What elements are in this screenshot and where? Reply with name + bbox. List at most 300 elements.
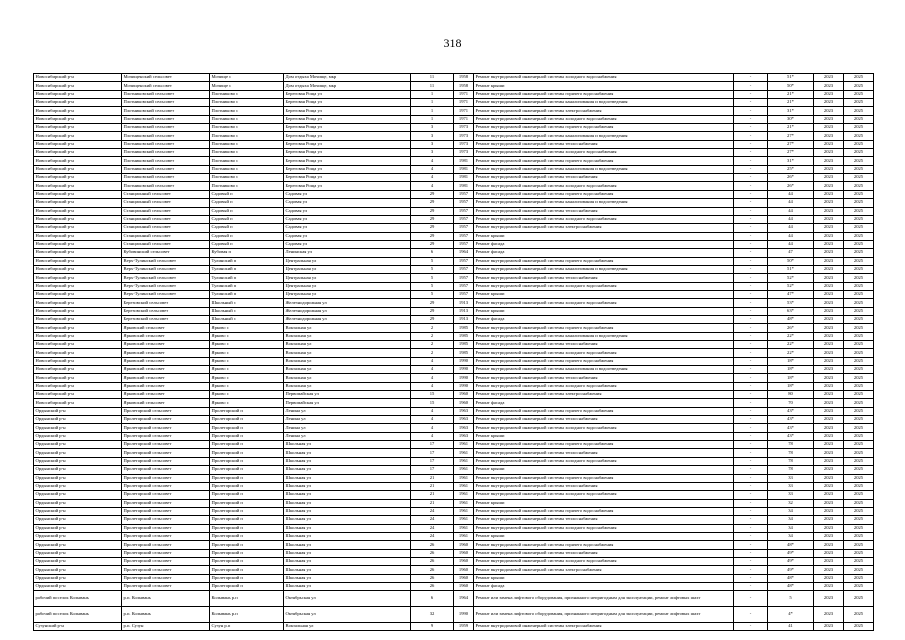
table-row xyxy=(34,90,874,98)
locality-cell: Пролетарский п xyxy=(210,482,284,490)
year-to-cell: 2025 xyxy=(844,507,874,515)
amount-cell: 48* xyxy=(768,582,814,590)
locality-cell: Колывань р.п xyxy=(210,607,284,623)
locality-cell: Плотниково с xyxy=(210,124,284,132)
settlement-cell: Ярковский сельсовет xyxy=(122,324,210,332)
work-type-cell: Ремонт внутридомовой инженерной системы электроснабжения xyxy=(474,622,734,630)
table-row xyxy=(34,240,874,248)
table-row xyxy=(34,115,874,123)
amount-cell: 33 xyxy=(768,482,814,490)
year-to-cell: 2025 xyxy=(844,207,874,215)
year-to-cell: 2025 xyxy=(844,482,874,490)
house-number-cell: 29 xyxy=(411,299,454,307)
table-row xyxy=(34,99,874,107)
table-row xyxy=(34,541,874,549)
table-row xyxy=(34,307,874,315)
locality-cell: Тулинский п xyxy=(210,274,284,282)
work-type-cell: Ремонт внутридомовой инженерной системы холодного водоснабжения xyxy=(474,457,734,465)
street-cell: Вокзалная ул xyxy=(284,374,411,382)
amount-cell: 50* xyxy=(768,82,814,90)
settlement-cell: Плотниковский сельсовет xyxy=(122,149,210,157)
dash-cell: - xyxy=(734,290,768,298)
year-built-cell: 1985 xyxy=(454,324,474,332)
street-cell: Вокзалная ул xyxy=(284,332,411,340)
year-built-cell: 1961 xyxy=(454,524,474,532)
year-built-cell: 1957 xyxy=(454,290,474,298)
year-from-cell: 2023 xyxy=(814,382,844,390)
house-number-cell: 6 xyxy=(411,249,454,257)
table-row xyxy=(34,349,874,357)
work-type-cell: Ремонт крыши xyxy=(474,432,734,440)
amount-cell: 44 xyxy=(768,232,814,240)
year-to-cell: 2025 xyxy=(844,399,874,407)
locality-cell: Пролетарский п xyxy=(210,549,284,557)
house-number-cell: 6 xyxy=(411,591,454,607)
settlement-cell: Верх-Тулинский сельсовет xyxy=(122,274,210,282)
amount-cell: 44 xyxy=(768,199,814,207)
district-cell: Новосибирский р-н xyxy=(34,399,122,407)
locality-cell: Пролетарский п xyxy=(210,449,284,457)
district-cell: рабочий поселок Колывань xyxy=(34,607,122,623)
year-built-cell: 1959 xyxy=(454,622,474,630)
year-to-cell: 2025 xyxy=(844,457,874,465)
house-number-cell: 1 xyxy=(411,107,454,115)
district-cell: Новосибирский р-н xyxy=(34,224,122,232)
locality-cell: Ярково с xyxy=(210,324,284,332)
dash-cell: - xyxy=(734,324,768,332)
district-cell: Ордынский р-н xyxy=(34,441,122,449)
year-built-cell: 1957 xyxy=(454,240,474,248)
table-row xyxy=(34,441,874,449)
street-cell: Вокзальная ул xyxy=(284,622,411,630)
year-from-cell: 2023 xyxy=(814,165,844,173)
year-to-cell: 2025 xyxy=(844,332,874,340)
amount-cell: 26* xyxy=(768,174,814,182)
street-cell: Вокзалная ул xyxy=(284,366,411,374)
year-built-cell: 1963 xyxy=(454,416,474,424)
amount-cell: 51* xyxy=(768,265,814,273)
year-from-cell: 2023 xyxy=(814,199,844,207)
year-built-cell: 1961 xyxy=(454,466,474,474)
dash-cell: - xyxy=(734,432,768,440)
year-built-cell: 1990 xyxy=(454,607,474,623)
year-to-cell: 2025 xyxy=(844,516,874,524)
amount-cell: 78 xyxy=(768,449,814,457)
year-from-cell: 2023 xyxy=(814,622,844,630)
settlement-cell: Пролетарский сельсовет xyxy=(122,524,210,532)
work-type-cell: Ремонт фасада xyxy=(474,315,734,323)
street-cell: Садовая ул xyxy=(284,224,411,232)
amount-cell: 31* xyxy=(768,107,814,115)
table-row xyxy=(34,299,874,307)
work-type-cell: Ремонт крыши xyxy=(474,499,734,507)
year-to-cell: 2025 xyxy=(844,382,874,390)
work-type-cell: Ремонт внутридомовой инженерной системы теплоснабжения xyxy=(474,274,734,282)
amount-cell: 47* xyxy=(768,290,814,298)
year-from-cell: 2023 xyxy=(814,215,844,223)
year-from-cell: 2023 xyxy=(814,207,844,215)
district-cell: Новосибирский р-н xyxy=(34,182,122,190)
street-cell: Школьная ул xyxy=(284,457,411,465)
work-type-cell: Ремонт крыши xyxy=(474,290,734,298)
year-from-cell: 2023 xyxy=(814,99,844,107)
year-from-cell: 2023 xyxy=(814,441,844,449)
year-from-cell: 2023 xyxy=(814,332,844,340)
settlement-cell: Плотниковский сельсовет xyxy=(122,165,210,173)
year-built-cell: 1957 xyxy=(454,207,474,215)
year-to-cell: 2025 xyxy=(844,324,874,332)
house-number-cell: 26 xyxy=(411,582,454,590)
street-cell: Школьная ул xyxy=(284,466,411,474)
street-cell: Школьная ул xyxy=(284,507,411,515)
locality-cell: Пролетарский п xyxy=(210,499,284,507)
table-row xyxy=(34,282,874,290)
work-type-cell: Ремонт внутридомовой инженерной системы теплоснабжения xyxy=(474,516,734,524)
work-type-cell: Ремонт внутридомовой инженерной системы теплоснабжения xyxy=(474,449,734,457)
dash-cell: - xyxy=(734,466,768,474)
street-cell: Школьная ул xyxy=(284,574,411,582)
street-cell: Школьная ул xyxy=(284,549,411,557)
year-to-cell: 2025 xyxy=(844,449,874,457)
district-cell: Ордынский р-н xyxy=(34,582,122,590)
work-type-cell: Ремонт крыши xyxy=(474,532,734,540)
house-number-cell: 21 xyxy=(411,499,454,507)
street-cell: Ленина ул xyxy=(284,416,411,424)
amount-cell: 27* xyxy=(768,149,814,157)
work-type-cell: Ремонт крыши xyxy=(474,466,734,474)
year-to-cell: 2025 xyxy=(844,157,874,165)
house-number-cell: 3 xyxy=(411,140,454,148)
dash-cell: - xyxy=(734,457,768,465)
amount-cell: 70 xyxy=(768,399,814,407)
district-cell: Сузунский р-н xyxy=(34,622,122,630)
year-built-cell: 1961 xyxy=(454,491,474,499)
district-cell: Ордынский р-н xyxy=(34,566,122,574)
year-to-cell: 2025 xyxy=(844,499,874,507)
settlement-cell: Ярковский сельсовет xyxy=(122,332,210,340)
dash-cell: - xyxy=(734,307,768,315)
street-cell: Садовая ул xyxy=(284,240,411,248)
table-row xyxy=(34,591,874,607)
street-cell: Дом отдыха Мочище, мкр xyxy=(284,74,411,82)
table-row xyxy=(34,474,874,482)
work-type-cell: Ремонт внутридомовой инженерной системы холодного водоснабжения xyxy=(474,215,734,223)
work-type-cell: Ремонт внутридомовой инженерной системы горячего водоснабжения xyxy=(474,441,734,449)
house-number-cell: 21 xyxy=(411,482,454,490)
year-to-cell: 2025 xyxy=(844,90,874,98)
amount-cell: 34 xyxy=(768,516,814,524)
year-built-cell: 1964 xyxy=(454,591,474,607)
year-from-cell: 2023 xyxy=(814,466,844,474)
locality-cell: Тулинский п xyxy=(210,282,284,290)
amount-cell: 44 xyxy=(768,207,814,215)
district-cell: Новосибирский р-н xyxy=(34,349,122,357)
house-number-cell: 1 xyxy=(411,99,454,107)
year-to-cell: 2025 xyxy=(844,107,874,115)
year-to-cell: 2025 xyxy=(844,224,874,232)
locality-cell: Ярково с xyxy=(210,341,284,349)
year-built-cell: 1960 xyxy=(454,541,474,549)
work-type-cell: Ремонт внутридомовой инженерной системы горячего водоснабжения xyxy=(474,357,734,365)
year-built-cell: 1957 xyxy=(454,215,474,223)
year-from-cell: 2023 xyxy=(814,249,844,257)
year-to-cell: 2025 xyxy=(844,341,874,349)
locality-cell: Школьный с xyxy=(210,299,284,307)
locality-cell: Тулинский п xyxy=(210,257,284,265)
settlement-cell: Станционный сельсовет xyxy=(122,215,210,223)
dash-cell: - xyxy=(734,491,768,499)
locality-cell: Плотниково с xyxy=(210,132,284,140)
district-cell: Ордынский р-н xyxy=(34,557,122,565)
house-number-cell: 17 xyxy=(411,441,454,449)
table-row xyxy=(34,482,874,490)
house-number-cell: 9 xyxy=(411,622,454,630)
work-type-cell: Ремонт фасада xyxy=(474,582,734,590)
table-row xyxy=(34,157,874,165)
year-built-cell: 1985 xyxy=(454,349,474,357)
house-number-cell: 4 xyxy=(411,407,454,415)
work-type-cell: Ремонт фасада xyxy=(474,240,734,248)
dash-cell: - xyxy=(734,524,768,532)
work-type-cell: Ремонт внутридомовой инженерной системы теплоснабжения xyxy=(474,140,734,148)
district-cell: Ордынский р-н xyxy=(34,541,122,549)
table-row xyxy=(34,491,874,499)
table-row xyxy=(34,549,874,557)
house-number-cell: 1 xyxy=(411,115,454,123)
table-row xyxy=(34,265,874,273)
house-number-cell: 4 xyxy=(411,165,454,173)
district-cell: Новосибирский р-н xyxy=(34,199,122,207)
amount-cell: 31* xyxy=(768,157,814,165)
year-from-cell: 2023 xyxy=(814,566,844,574)
dash-cell: - xyxy=(734,140,768,148)
amount-cell: 33 xyxy=(768,474,814,482)
dash-cell: - xyxy=(734,215,768,223)
settlement-cell: Пролетарский сельсовет xyxy=(122,541,210,549)
house-number-cell: 4 xyxy=(411,432,454,440)
district-cell: рабочий поселок Колывань xyxy=(34,591,122,607)
year-built-cell: 1971 xyxy=(454,99,474,107)
work-type-cell: Ремонт крыши xyxy=(474,232,734,240)
district-cell: Новосибирский р-н xyxy=(34,366,122,374)
settlement-cell: Пролетарский сельсовет xyxy=(122,416,210,424)
table-row xyxy=(34,566,874,574)
year-from-cell: 2023 xyxy=(814,232,844,240)
district-cell: Новосибирский р-н xyxy=(34,82,122,90)
dash-cell: - xyxy=(734,622,768,630)
locality-cell: Плотниково с xyxy=(210,99,284,107)
amount-cell: 26* xyxy=(768,182,814,190)
district-cell: Новосибирский р-н xyxy=(34,165,122,173)
house-number-cell: 26 xyxy=(411,566,454,574)
house-number-cell: 26 xyxy=(411,541,454,549)
settlement-cell: Станционный сельсовет xyxy=(122,240,210,248)
year-built-cell: 1957 xyxy=(454,274,474,282)
street-cell: Садовая ул xyxy=(284,232,411,240)
dash-cell: - xyxy=(734,399,768,407)
locality-cell: Сузун р.п xyxy=(210,622,284,630)
street-cell: Школьная ул xyxy=(284,582,411,590)
district-cell: Ордынский р-н xyxy=(34,482,122,490)
settlement-cell: Пролетарский сельсовет xyxy=(122,466,210,474)
street-cell: Вокзалная ул xyxy=(284,382,411,390)
work-type-cell: Ремонт внутридомовой инженерной системы холодного водоснабжения xyxy=(474,524,734,532)
amount-cell: 43* xyxy=(768,432,814,440)
table-row xyxy=(34,407,874,415)
year-built-cell: 1957 xyxy=(454,199,474,207)
house-number-cell: 4 xyxy=(411,157,454,165)
settlement-cell: Ярковский сельсовет xyxy=(122,357,210,365)
amount-cell: 32 xyxy=(768,499,814,507)
table-row xyxy=(34,449,874,457)
dash-cell: - xyxy=(734,249,768,257)
year-to-cell: 2025 xyxy=(844,549,874,557)
settlement-cell: Ярковский сельсовет xyxy=(122,341,210,349)
work-type-cell: Ремонт внутридомовой инженерной системы холодного водоснабжения xyxy=(474,115,734,123)
year-built-cell: 1981 xyxy=(454,182,474,190)
work-type-cell: Ремонт внутридомовой инженерной системы холодного водоснабжения xyxy=(474,74,734,82)
year-from-cell: 2023 xyxy=(814,541,844,549)
amount-cell: 22* xyxy=(768,349,814,357)
house-number-cell: 4 xyxy=(411,366,454,374)
year-from-cell: 2023 xyxy=(814,407,844,415)
year-to-cell: 2025 xyxy=(844,274,874,282)
district-cell: Новосибирский р-н xyxy=(34,132,122,140)
house-number-cell: 17 xyxy=(411,466,454,474)
table-row xyxy=(34,215,874,223)
work-type-cell: Ремонт внутридомовой инженерной системы канализования и водоотведения xyxy=(474,366,734,374)
year-to-cell: 2025 xyxy=(844,622,874,630)
street-cell: Школьная ул xyxy=(284,541,411,549)
dash-cell: - xyxy=(734,274,768,282)
year-from-cell: 2023 xyxy=(814,349,844,357)
work-type-cell: Ремонт внутридомовой инженерной системы горячего водоснабжения xyxy=(474,507,734,515)
year-built-cell: 1957 xyxy=(454,265,474,273)
house-number-cell: 24 xyxy=(411,507,454,515)
year-to-cell: 2025 xyxy=(844,432,874,440)
year-built-cell: 1960 xyxy=(454,574,474,582)
work-type-cell: Ремонт фасада xyxy=(474,249,734,257)
settlement-cell: Пролетарский сельсовет xyxy=(122,516,210,524)
table-row xyxy=(34,607,874,623)
year-from-cell: 2023 xyxy=(814,574,844,582)
work-type-cell: Ремонт крыши xyxy=(474,307,734,315)
house-number-cell: 5 xyxy=(411,282,454,290)
year-from-cell: 2023 xyxy=(814,341,844,349)
district-cell: Новосибирский р-н xyxy=(34,290,122,298)
table-row xyxy=(34,199,874,207)
street-cell: Береговая Роща ул xyxy=(284,99,411,107)
house-number-cell: 24 xyxy=(411,524,454,532)
amount-cell: 48* xyxy=(768,541,814,549)
house-number-cell: 4 xyxy=(411,174,454,182)
settlement-cell: Станционный сельсовет xyxy=(122,199,210,207)
locality-cell: Тулинский п xyxy=(210,290,284,298)
amount-cell: 43* xyxy=(768,407,814,415)
settlement-cell: Плотниковский сельсовет xyxy=(122,99,210,107)
street-cell: Береговая Роща ул xyxy=(284,174,411,182)
table-row xyxy=(34,507,874,515)
street-cell: Октябрьская ул xyxy=(284,591,411,607)
dash-cell: - xyxy=(734,357,768,365)
dash-cell: - xyxy=(734,282,768,290)
settlement-cell: Плотниковский сельсовет xyxy=(122,182,210,190)
settlement-cell: Березовский сельсовет xyxy=(122,315,210,323)
district-cell: Новосибирский р-н xyxy=(34,282,122,290)
year-from-cell: 2023 xyxy=(814,149,844,157)
district-cell: Новосибирский р-н xyxy=(34,374,122,382)
house-number-cell: 29 xyxy=(411,307,454,315)
street-cell: Октябрьская ул xyxy=(284,607,411,623)
year-to-cell: 2025 xyxy=(844,557,874,565)
table-row xyxy=(34,132,874,140)
year-from-cell: 2023 xyxy=(814,499,844,507)
settlement-cell: Плотниковский сельсовет xyxy=(122,115,210,123)
house-number-cell: 5 xyxy=(411,257,454,265)
year-from-cell: 2023 xyxy=(814,224,844,232)
locality-cell: Пролетарский п xyxy=(210,524,284,532)
year-from-cell: 2023 xyxy=(814,591,844,607)
street-cell: Железнодорожная ул xyxy=(284,299,411,307)
street-cell: Центральная ул xyxy=(284,274,411,282)
district-cell: Ордынский р-н xyxy=(34,524,122,532)
table-row xyxy=(34,224,874,232)
amount-cell: 4* xyxy=(768,607,814,623)
district-cell: Ордынский р-н xyxy=(34,424,122,432)
year-from-cell: 2023 xyxy=(814,391,844,399)
street-cell: Ленина ул xyxy=(284,424,411,432)
amount-cell: 41 xyxy=(768,622,814,630)
settlement-cell: Ярковский сельсовет xyxy=(122,349,210,357)
dash-cell: - xyxy=(734,541,768,549)
dash-cell: - xyxy=(734,107,768,115)
amount-cell: 44 xyxy=(768,215,814,223)
house-number-cell: 26 xyxy=(411,574,454,582)
year-from-cell: 2023 xyxy=(814,307,844,315)
locality-cell: Пролетарский п xyxy=(210,474,284,482)
table-row xyxy=(34,416,874,424)
settlement-cell: Верх-Тулинский сельсовет xyxy=(122,257,210,265)
locality-cell: Пролетарский п xyxy=(210,457,284,465)
year-to-cell: 2025 xyxy=(844,491,874,499)
district-cell: Новосибирский р-н xyxy=(34,207,122,215)
table-row xyxy=(34,74,874,82)
work-type-cell: Ремонт внутридомовой инженерной системы теплоснабжения xyxy=(474,549,734,557)
work-type-cell: Ремонт внутридомовой инженерной системы теплоснабжения xyxy=(474,341,734,349)
year-to-cell: 2025 xyxy=(844,140,874,148)
year-to-cell: 2025 xyxy=(844,174,874,182)
year-from-cell: 2023 xyxy=(814,257,844,265)
work-type-cell: Ремонт внутридомовой инженерной системы холодного водоснабжения xyxy=(474,299,734,307)
year-built-cell: 1971 xyxy=(454,90,474,98)
dash-cell: - xyxy=(734,532,768,540)
street-cell: Береговая Роща ул xyxy=(284,140,411,148)
house-number-cell: 11 xyxy=(411,74,454,82)
street-cell: Вокзалная ул xyxy=(284,349,411,357)
dash-cell: - xyxy=(734,224,768,232)
district-cell: Ордынский р-н xyxy=(34,474,122,482)
locality-cell: Пролетарский п xyxy=(210,466,284,474)
year-built-cell: 1961 xyxy=(454,441,474,449)
year-built-cell: 1990 xyxy=(454,382,474,390)
year-from-cell: 2023 xyxy=(814,324,844,332)
table-row xyxy=(34,524,874,532)
locality-cell: Школьный с xyxy=(210,315,284,323)
locality-cell: Плотниково с xyxy=(210,140,284,148)
capital-repair-table xyxy=(33,73,874,631)
district-cell: Новосибирский р-н xyxy=(34,341,122,349)
street-cell: Школьная ул xyxy=(284,557,411,565)
